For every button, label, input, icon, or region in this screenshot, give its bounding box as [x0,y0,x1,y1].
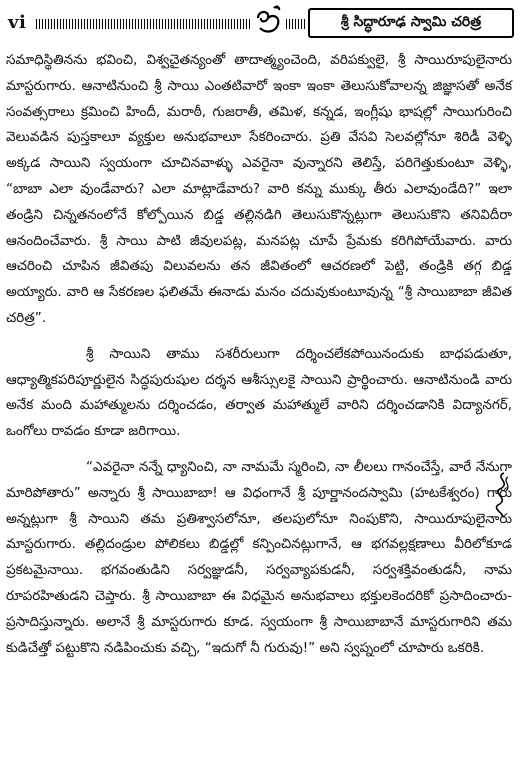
paragraph: “ఎవరైనా నన్నే ధ్యానించి, నా నామమే స్మరించి, నా లీలలు గానంచేస్తే, వారే నేనుగా మారిపోతారు” అన్నారు శ్రీ సాయిబాబా! ఆ విధంగానే శ్రీ పూర్ణానందస్వామి (హటకేశ్వరం) గారు అన్నట్లుగా శ్రీ సాయిని తమ ప్రతిశ్వాసలోనూ, తలపులోనూ నింపుకొని, సాయిరూపులైనారు మాస్టరుగారు. తల్లిదండ్రుల పోలికలు బిడ్డల్లో కన్పించినట్లుగానే, ఆ భగవల్లక్షణాలు వీరిలోకూడ ప్రకటమైనాయి. భగవంతుడిని సర్వజ్ఞుడనీ, సర్వవ్యాపకుడనీ, సర్వశక్తివంతుడనీ, నామ రూపరహితుడని చెప్తారు. శ్రీ సాయిబాబా ఈ విధమైన అనుభవాలు భక్తులకెందరికో ప్రసాదించారు-ప్రసాదిస్తున్నారు. అలానే శ్రీ మాస్టరుగారు కూడ. స్వయంగా శ్రీ సాయిబాబానే మాస్టరుగారిని తమ కుడిచేత్తో పట్టుకొని నడిపించుకు వచ్చి, “ఇదుగో నీ గురువు!” అని స్వప్నంలో చూపారు ఒకరికి. [6,458,512,656]
paragraph: సమాధిస్థితినను భవించి, విశ్వచైతన్యంతో తాదాత్మ్యంచెంది, వరిపక్వులై, శ్రీ సాయిరూపులైనారు మాస్టరుగారు. ఆనాటినుంచి శ్రీ సాయి ఎంతటివారో ఇంకా ఇంకా తెలుసుకోవాలన్న జిజ్ఞాసతో అనేక సంవత్సరాలు క్రమించి హిందీ, మరాఠీ, గుజరాతీ, తమిళ, కన్నడ, ఇంగ్లీషు భాషల్లో సాయిగురించి వెలువడిన పుస్తకాలూ వ్యక్తుల అనుభవాలూ సేకరించారు. ప్రతి వేసవి సెలవల్లోనూ శిరిడీ వెళ్ళి అక్కడ సాయిని స్వయంగా చూచినవాళ్ళు ఎవరైనా వున్నారని తెలిస్తే, పరిగెత్తుకుంటూ వెళ్ళి, “బాబా ఎలా వుండేవారు? ఎలా మాట్లాడేవారు? వారి కన్ను ముక్కు తీరు ఎలావుండేది?” ఇలా తండ్రిని చిన్నతనంలోనే కోల్పోయిన బిడ్డ తల్లినడిగి తెలుసుకొన్నట్లుగా తెలుసుకొని తనివిదీరా ఆనందించేవారు. శ్రీ సాయి పాటి జీవులపట్ల, మనపట్ల చూపే ప్రేమకు కరిగిపోయేవారు. వారు ఆచరించి చూపిన జీవితపు విలువలను తన జీవితంలో ఆచరణలో పెట్టి, తండ్రికి తగ్గ బిడ్డ అయ్యారు. వారి ఆ సేకరణల ఫలితమే ఈనాడు మనం చదువుకుంటూవున్న “శ్రీ సాయిబాబా జీవిత చరిత్ర”. [6,52,512,326]
page-body [6,48,512,661]
om-symbol-icon [252,4,284,38]
decorative-swirl-icon [490,471,516,519]
book-title: శ్రీ సిద్ధారూఢ స్వామి చరిత్ర [308,8,514,38]
paragraph: శ్రీ సాయిని తాము సశరీరులుగా దర్శించలేకపోయినందుకు బాధపడుతూ, ఆధ్యాత్మికపరిపూర్ణులైన సిద్ధపురుషుల దర్శన ఆశీస్సులకై సాయిని ప్రార్థించారు. ఆనాటినుండి వారు అనేక మంది మహాత్ములను దర్శించడం, తర్వాత మహాత్ములే వారిని దర్శించడానికి విద్యానగర్, ఒంగోలు రావడం కూడా జరిగాయి. [6,345,512,440]
page-number: vi [8,12,27,33]
page-header [8,6,512,40]
header-rule-mid [286,19,306,29]
header-rule-left [36,19,250,29]
